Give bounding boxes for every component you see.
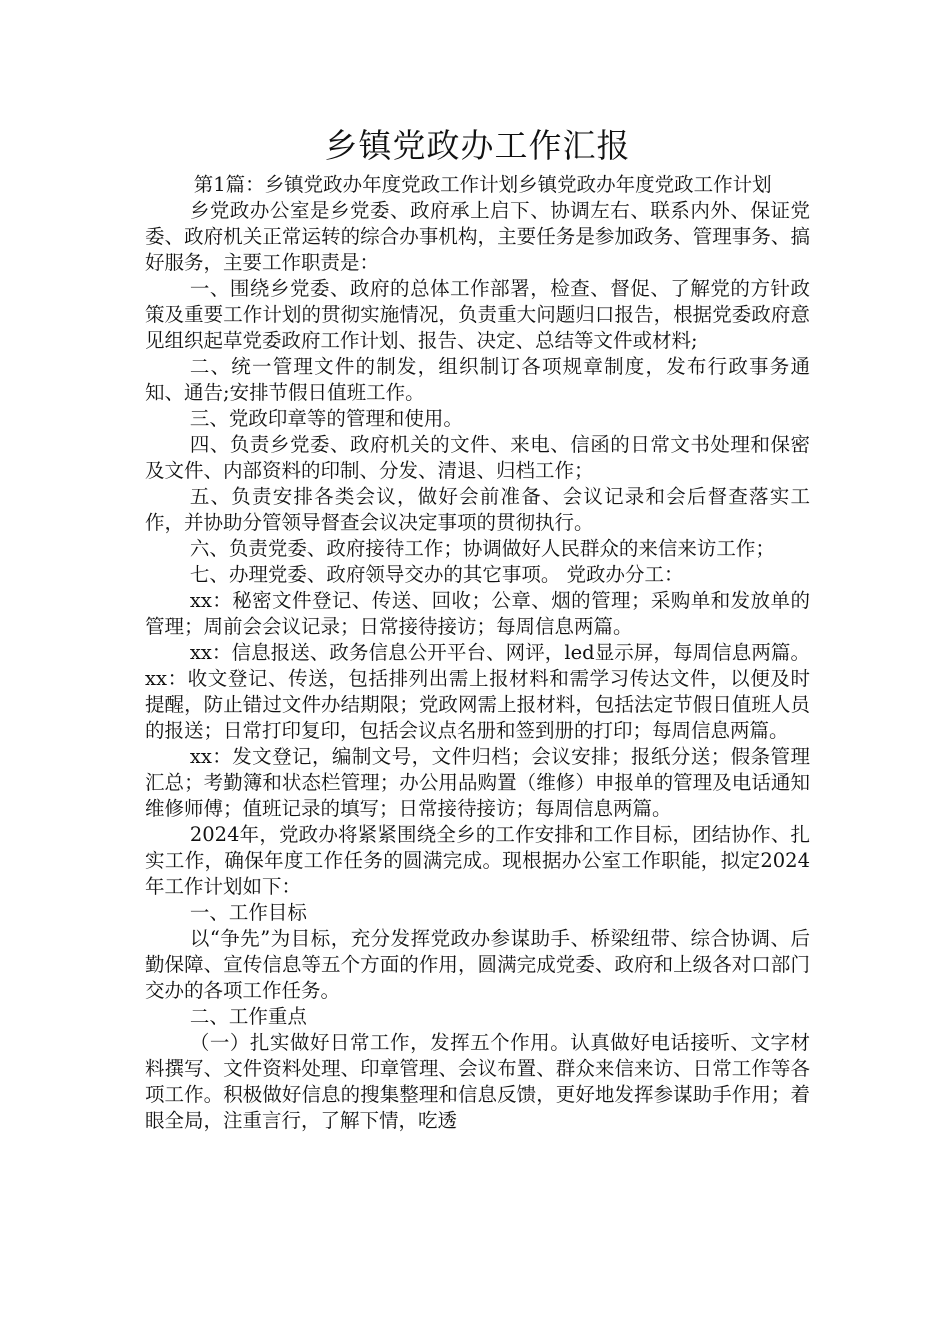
paragraph-2: 乡党政办公室是乡党委、政府承上启下、协调左右、联系内外、保证党委、政府机关正常运转的综合办事机构，主要任务是参加政务、管理事务、搞好服务，主要工作职责是： [145, 199, 810, 274]
paragraph-3: 一、围绕乡党委、政府的总体工作部署，检查、督促、了解党的方针政策及重要工作计划的贯彻实施情况，负责重大问题归口报告，根据党委政府意见组织起草党委政府工作计划、报告、决定、总结等文件或材料; [145, 277, 810, 352]
paragraph-6: 四、负责乡党委、政府机关的文件、来电、信函的日常文书处理和保密及文件、内部资料的印制、分发、清退、归档工作； [145, 433, 810, 482]
paragraph-13: 2024年，党政办将紧紧围绕全乡的工作安排和工作目标，团结协作、扎实工作，确保年度工作任务的圆满完成。现根据办公室工作职能，拟定2024年工作计划如下： [145, 823, 810, 898]
paragraph-16: 二、工作重点 [189, 1005, 307, 1028]
paragraph-17: （一）扎实做好日常工作，发挥五个作用。认真做好电话接听、文字材料撰写、文件资料处理、印章管理、会议布置、群众来信来访、日常工作等各项工作。积极做好信息的搜集整理和信息反馈，更好地发挥参谋助手作用；着眼全局，注重言行，了解下情，吃透 [145, 1031, 810, 1132]
paragraph-10: xx：秘密文件登记、传送、回收；公章、烟的管理；采购单和发放单的管理；周前会会议记录；日常接待接访；每周信息两篇。 [145, 589, 810, 638]
paragraph-11: xx：信息报送、政务信息公开平台、网评，led显示屏，每周信息两篇。 xx：收文登记、传送，包括排列出需上报材料和需学习传达文件，以便及时提醒，防止错过文件办结期限；党政网需上报材料，包括法定节假日值班人员的报送；日常打印复印，包括会议点名册和签到册的打印；每周信息两篇。 [145, 641, 810, 742]
paragraph-14: 一、工作目标 [189, 901, 307, 924]
paragraph-4: 二、统一管理文件的制发，组织制订各项规章制度，发布行政事务通知、通告;安排节假日值班工作。 [145, 355, 810, 404]
paragraph-12: xx：发文登记，编制文号，文件归档；会议安排；报纸分送；假条管理汇总；考勤簿和状态栏管理；办公用品购置（维修）申报单的管理及电话通知维修师傅；值班记录的填写；日常接待接访；每周信息两篇。 [145, 745, 810, 820]
paragraph-8: 六、负责党委、政府接待工作；协调做好人民群众的来信来访工作； [189, 537, 775, 560]
paragraph-9: 七、办理党委、政府领导交办的其它事项。 党政办分工： [189, 563, 684, 586]
paragraph-5: 三、党政印章等的管理和使用。 [189, 407, 463, 430]
paragraph-7: 五、负责安排各类会议，做好会前准备、会议记录和会后督查落实工作，并协助分管领导督查会议决定事项的贯彻执行。 [145, 485, 810, 534]
document-body [145, 172, 810, 1134]
paragraph-1: 第1篇：乡镇党政办年度党政工作计划乡镇党政办年度党政工作计划 [193, 173, 772, 196]
document-title: 乡镇党政办工作汇报 [324, 126, 631, 165]
paragraph-15: 以“争先”为目标，充分发挥党政办参谋助手、桥梁纽带、综合协调、后勤保障、宣传信息等五个方面的作用，圆满完成党委、政府和上级各对口部门交办的各项工作任务。 [145, 927, 810, 1002]
